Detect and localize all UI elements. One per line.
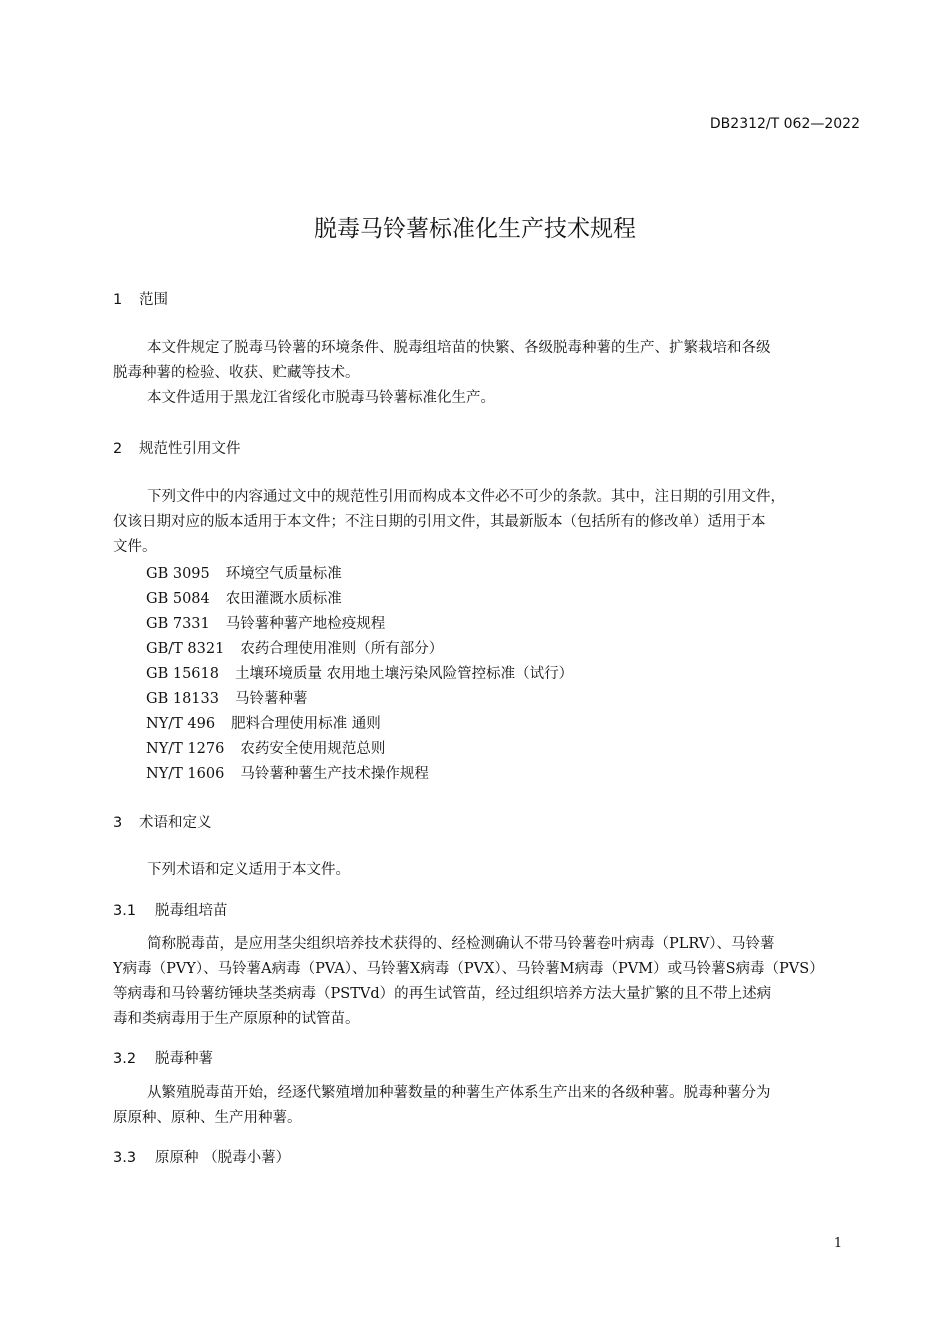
reference-code: NY/T 1276	[146, 741, 225, 757]
subsection-number: 3.3	[113, 1150, 137, 1166]
paragraph-line: 从繁殖脱毒苗开始，经逐代繁殖增加种薯数量的种薯生产体系生产出来的各级种薯。脱毒种薯分为	[147, 1085, 771, 1101]
reference-name: 农药合理使用准则（所有部分）	[240, 641, 444, 657]
reference-item	[146, 587, 342, 608]
paragraph-line: 本文件适用于黑龙江省绥化市脱毒马铃薯标准化生产。	[147, 390, 495, 406]
paragraph	[113, 858, 860, 883]
paragraph-line: 仅该日期对应的版本适用于本文件；不注日期的引用文件，其最新版本（包括所有的修改单）适用于本	[113, 514, 766, 530]
paragraph-line: 原原种、原种、生产用种薯。	[113, 1110, 302, 1126]
paragraph	[113, 485, 860, 560]
section-number: 1	[113, 292, 123, 308]
reference-code: GB 18133	[146, 691, 219, 707]
section-number: 2	[113, 441, 123, 457]
reference-item	[146, 687, 307, 708]
paragraph-line: 简称脱毒苗，是应用茎尖组织培养技术获得的、经检测确认不带马铃薯卷叶病毒（PLRV）、马铃薯	[147, 936, 775, 952]
reference-code: GB 7331	[146, 616, 210, 632]
definition-paragraph	[113, 1081, 860, 1131]
subsection-title: 原原种 （脱毒小薯）	[155, 1150, 291, 1166]
reference-name: 农田灌溉水质标准	[225, 591, 342, 607]
reference-item	[146, 562, 342, 583]
subsection-heading-virus-free-seed-potato	[113, 1047, 213, 1068]
section-number: 3	[113, 815, 123, 831]
reference-code: GB 5084	[146, 591, 210, 607]
paragraph-line: 本文件规定了脱毒马铃薯的环境条件、脱毒组培苗的快繁、各级脱毒种薯的生产、扩繁栽培和各级	[147, 340, 771, 356]
document-title: 脱毒马铃薯标准化生产技术规程	[314, 216, 636, 242]
paragraph-line: 毒和类病毒用于生产原原种的试管苗。	[113, 1011, 360, 1027]
reference-name: 环境空气质量标准	[225, 566, 342, 582]
section-heading-terms	[113, 811, 212, 832]
reference-item	[146, 612, 385, 633]
reference-item	[146, 712, 381, 733]
reference-code: GB 15618	[146, 666, 219, 682]
reference-code: NY/T 496	[146, 716, 216, 732]
reference-name: 马铃薯种薯	[234, 691, 308, 707]
subsection-title: 脱毒种薯	[155, 1051, 213, 1067]
section-heading-scope	[113, 288, 168, 309]
section-title: 术语和定义	[139, 815, 212, 831]
paragraph-line: 文件。	[113, 539, 157, 555]
reference-item	[146, 637, 443, 658]
paragraph-line: 脱毒种薯的检验、收获、贮藏等技术。	[113, 365, 360, 381]
subsection-number: 3.2	[113, 1051, 137, 1067]
section-title: 规范性引用文件	[139, 441, 241, 457]
paragraph-line: 等病毒和马铃薯纺锤块茎类病毒（PSTVd）的再生试管苗，经过组织培养方法大量扩繁的且不带上述病	[113, 986, 772, 1002]
reference-item	[146, 762, 429, 783]
subsection-title: 脱毒组培苗	[155, 903, 228, 919]
reference-item	[146, 662, 573, 683]
subsection-number: 3.1	[113, 903, 137, 919]
paragraph-line: Y病毒（PVY）、马铃薯A病毒（PVA）、马铃薯X病毒（PVX）、马铃薯M病毒（PVM）或马铃薯S病毒（PVS）	[113, 961, 824, 977]
reference-name: 马铃薯种薯生产技术操作规程	[240, 766, 429, 782]
reference-code: NY/T 1606	[146, 766, 225, 782]
document-code: DB2312/T 062—2022	[709, 116, 860, 132]
section-title: 范围	[139, 292, 168, 308]
page-number: 1	[833, 1236, 843, 1251]
definition-paragraph	[113, 932, 860, 1032]
subsection-heading-virus-free-plantlet	[113, 899, 228, 920]
reference-name: 马铃薯种薯产地检疫规程	[225, 616, 386, 632]
paragraph	[113, 336, 860, 411]
paragraph-line: 下列文件中的内容通过文中的规范性引用而构成本文件必不可少的条款。其中，注日期的引用文件，	[147, 489, 785, 505]
reference-name: 土壤环境质量 农用地土壤污染风险管控标准（试行）	[234, 666, 574, 682]
reference-code: GB 3095	[146, 566, 210, 582]
reference-code: GB/T 8321	[146, 641, 225, 657]
reference-item	[146, 737, 385, 758]
reference-name: 农药安全使用规范总则	[240, 741, 386, 757]
subsection-heading-pre-basic-seed	[113, 1146, 290, 1167]
paragraph-line: 下列术语和定义适用于本文件。	[147, 862, 350, 878]
section-heading-normative-references	[113, 437, 241, 458]
reference-name: 肥料合理使用标准 通则	[231, 716, 381, 732]
